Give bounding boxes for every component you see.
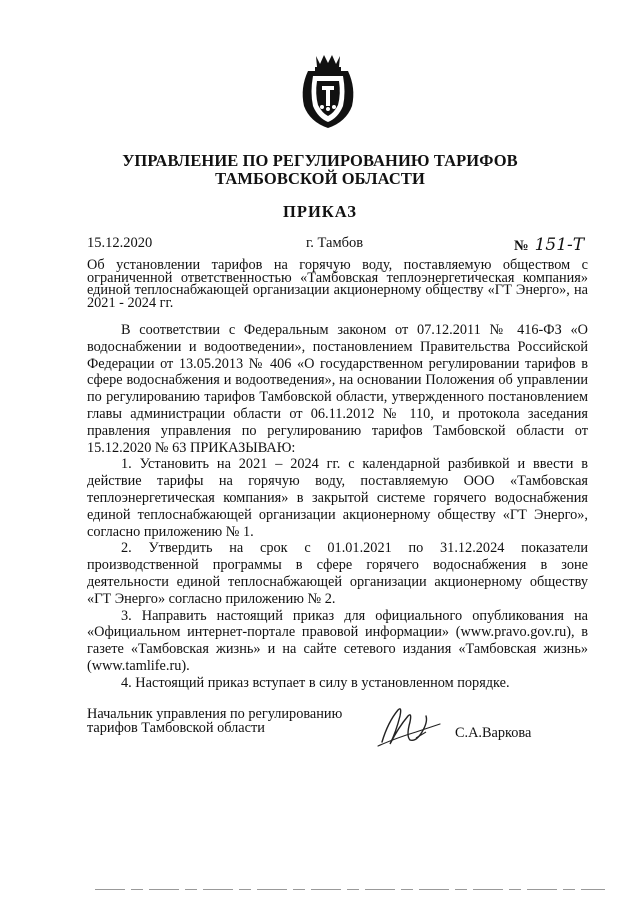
signatory-title-line1: Начальник управления по регулированию <box>87 706 343 722</box>
coat-of-arms-emblem <box>298 52 358 130</box>
number-sign: № <box>514 238 529 254</box>
order-item-3: 3. Направить настоящий приказ для официального опубликования на «Официальном интернет-портале правовой информации» (www.pravo.gov.ru), в газете «Тамбовская жизнь» и на сайте сетевого издания «Тамбовская жизнь» (www.tamlife.ru). <box>87 607 588 674</box>
document-date: 15.12.2020 <box>87 235 153 251</box>
document-subject: Об установлении тарифов на горячую воду, поставляемую обществом с ограниченной ответственностью «Тамбовская теплоэнергетическая компания» единой теплоснабжающей организации акционерному обществу «ГТ Энерго», на 2021 - 2024 гг. <box>87 257 588 311</box>
document-type-title: ПРИКАЗ <box>283 202 357 221</box>
document-number <box>514 235 584 255</box>
handwritten-signature <box>376 702 442 750</box>
signer-name: С.А.Варкова <box>455 725 532 741</box>
order-item-1: 1. Установить на 2021 – 2024 гг. с календарной разбивкой и ввести в действие тарифы на горячую воду, поставляемую ООО «Тамбовская теплоэнергетическая компания» в закрытой системе горячего водоснабжения единой теплоснабжающей организации акционерному обществу «ГТ Энерго», согласно приложению № 1. <box>87 456 588 540</box>
order-item-4: 4. Настоящий приказ вступает в силу в установленном порядке. <box>121 674 510 691</box>
document-city: г. Тамбов <box>306 235 364 251</box>
preamble-paragraph: В соответствии с Федеральным законом от 07.12.2011 № 416-ФЗ «О водоснабжении и водоотведении», постановлением Правительства Российской Федерации от 13.05.2013 № 406 «О государственном регулировании тарифов в сфере водоснабжения и водоотведения», на основании Положения об управлении по регулированию тарифов Тамбовской области, утвержденного постановлением главы администрации области от 06.11.2012 № 110, и протокола заседания правления управления по регулированию тарифов Тамбовской области от 15.12.2020 № 63 ПРИКАЗЫВАЮ: <box>87 322 588 456</box>
scan-edge-line <box>95 889 605 890</box>
document-body <box>87 322 588 692</box>
signatory-title <box>87 708 342 735</box>
organization-name-line1: УПРАВЛЕНИЕ ПО РЕГУЛИРОВАНИЮ ТАРИФОВ <box>122 151 518 170</box>
order-item-2: 2. Утвердить на срок с 01.01.2021 по 31.12.2024 показатели производственной программы в сфере горячего водоснабжения в зоне деятельности единой теплоснабжающей организации акционерному обществу «ГТ Энерго» согласно приложению № 2. <box>87 540 588 607</box>
handwritten-number: 151-Т <box>534 235 585 255</box>
signatory-title-line2: тарифов Тамбовской области <box>87 719 265 736</box>
organization-name-line2: ТАМБОВСКОЙ ОБЛАСТИ <box>215 169 425 188</box>
